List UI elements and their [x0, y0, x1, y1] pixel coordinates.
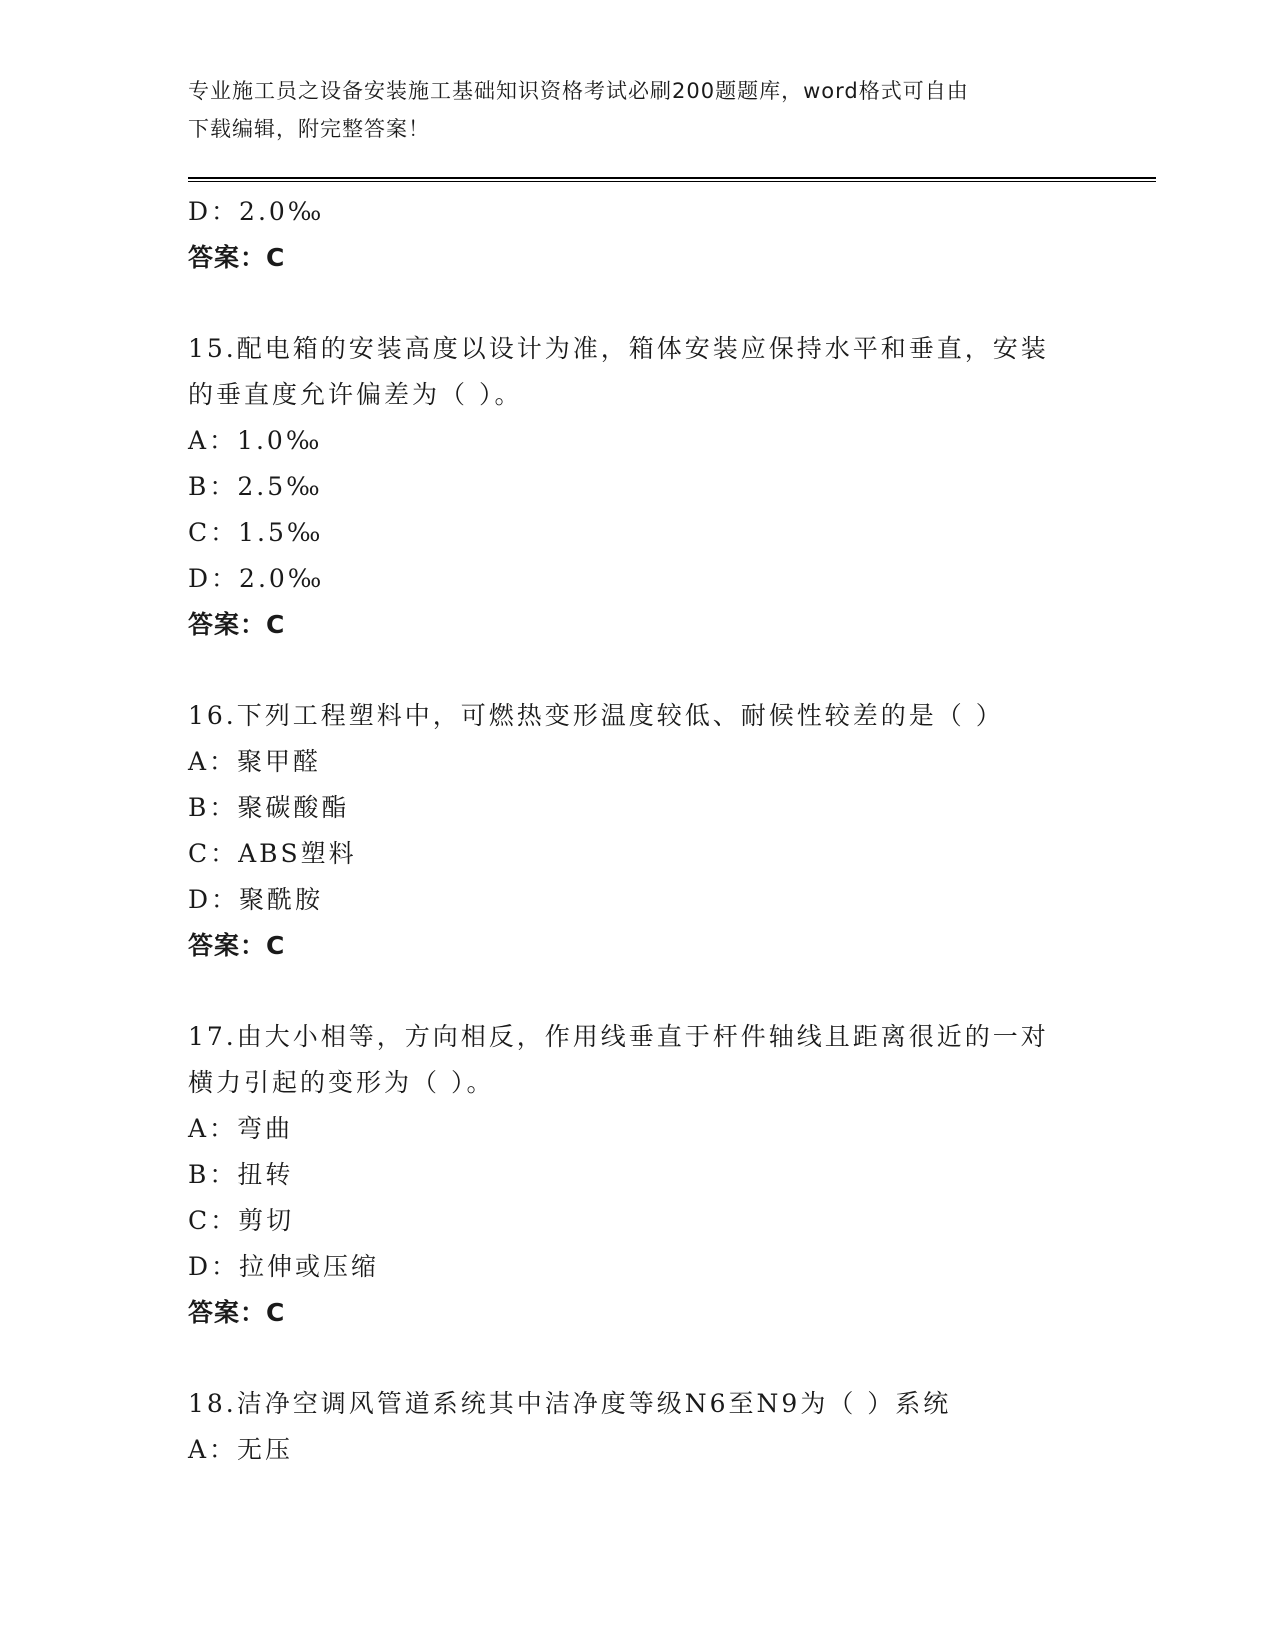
option-b: B：扭转: [188, 1160, 294, 1189]
answer-line: 答案：C: [188, 610, 286, 639]
option-c: C：1.5‰: [188, 518, 324, 547]
header-line-1: 专业施工员之设备安装施工基础知识资格考试必刷200题题库，word格式可自由: [188, 79, 969, 103]
question-stem: 15.配电箱的安装高度以设计为准，箱体安装应保持水平和垂直，安装: [188, 334, 1049, 363]
option-d: D：聚酰胺: [188, 885, 324, 914]
spacer: [188, 1336, 1088, 1381]
option-b: B：聚碳酸酯: [188, 793, 350, 822]
page-header: [188, 72, 1088, 148]
answer-line: 答案：C: [188, 1298, 286, 1327]
question-15: [188, 326, 1088, 648]
option-c: C：剪切: [188, 1206, 295, 1235]
question-stem: 17.由大小相等，方向相反，作用线垂直于杆件轴线且距离很近的一对: [188, 1022, 1049, 1051]
option-b: B：2.5‰: [188, 472, 323, 501]
question-stem: 横力引起的变形为（ ）。: [188, 1068, 495, 1097]
option-a: A：弯曲: [188, 1114, 294, 1143]
option-a: A：无压: [188, 1435, 294, 1464]
answer-line: 答案：C: [188, 931, 286, 960]
spacer: [188, 648, 1088, 693]
option-c: C：ABS塑料: [188, 839, 357, 868]
option-d: D：拉伸或压缩: [188, 1252, 380, 1281]
question-stem: 18.洁净空调风管道系统其中洁净度等级N6至N9为（ ）系统: [188, 1389, 952, 1418]
question-16: [188, 693, 1088, 969]
option-d: D：2.0‰: [188, 564, 325, 593]
header-line-2: 下载编辑，附完整答案！: [188, 117, 430, 141]
question-stem: 16.下列工程塑料中，可燃热变形温度较低、耐候性较差的是（ ）: [188, 701, 1004, 730]
spacer: [188, 969, 1088, 1014]
question-17: [188, 1014, 1088, 1336]
option-d: D：2.0‰: [188, 197, 325, 226]
option-a: A：1.0‰: [188, 426, 323, 455]
option-a: A：聚甲醛: [188, 747, 322, 776]
header-divider: [188, 177, 1156, 182]
answer-line: 答案：C: [188, 243, 286, 272]
question-18: [188, 1381, 1088, 1473]
spacer: [188, 281, 1088, 326]
question-content: [188, 189, 1088, 1473]
question-stem: 的垂直度允许偏差为（ ）。: [188, 380, 523, 409]
